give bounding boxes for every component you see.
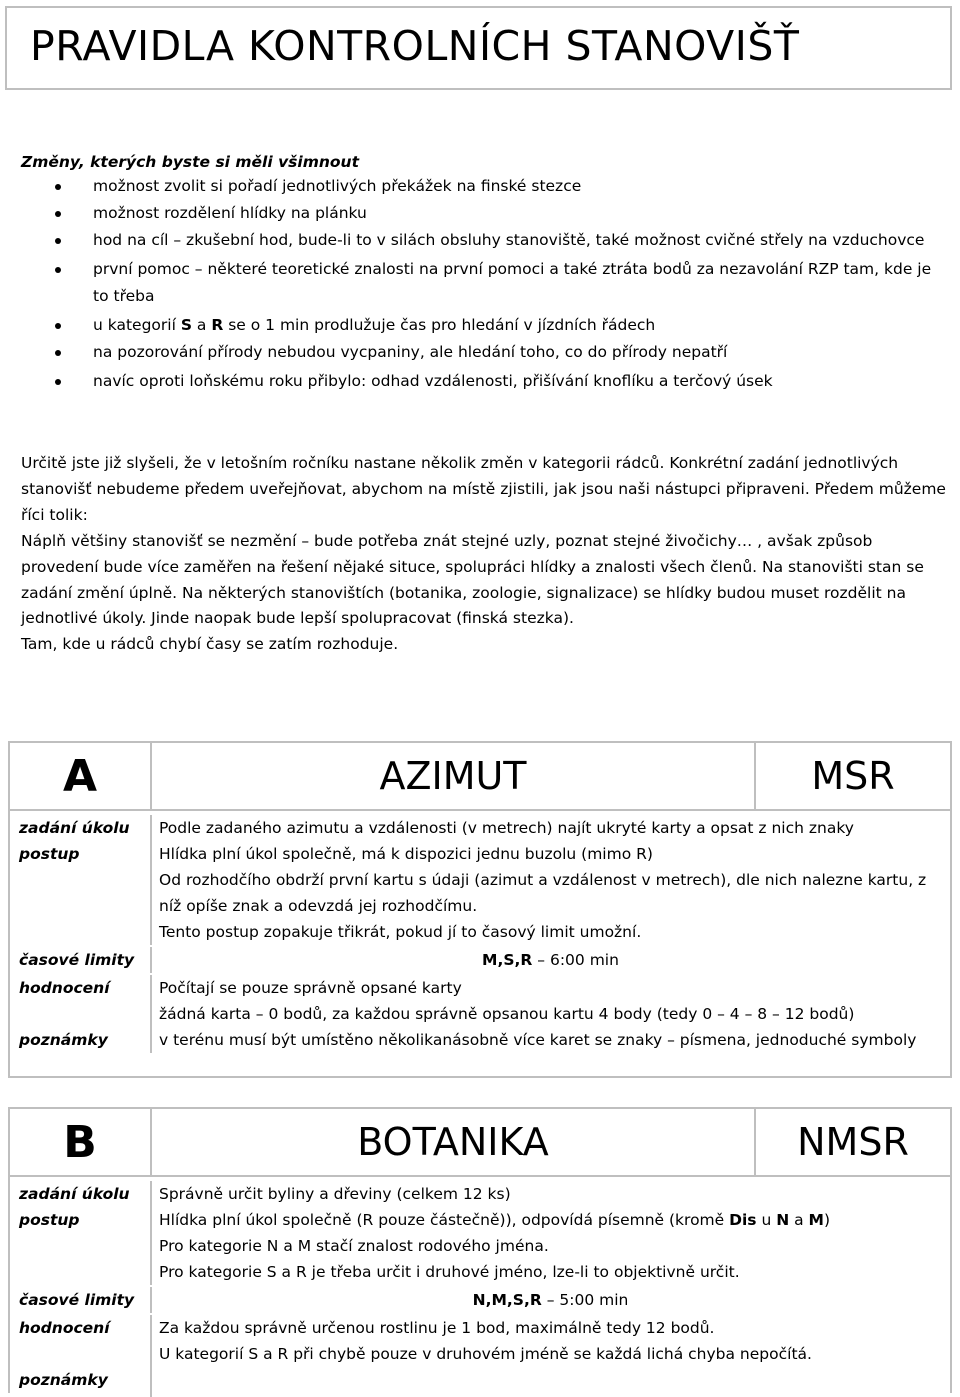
row-time <box>10 1285 950 1313</box>
list-item: u kategorií S a R se o 1 min prodlužuje čas pro hledání v jízdních řádech <box>21 312 941 339</box>
station-card-b <box>8 1107 952 1393</box>
list-item: navíc oproti loňskému roku přibylo: odhad vzdálenosti, přišívání knoflíku a terčový úsek <box>21 368 941 395</box>
changes-section <box>21 151 941 395</box>
bullet-icon <box>55 350 61 356</box>
value-procedure: Hlídka plní úkol společně (R pouze částečně)), odpovídá písemně (kromě Dis u N a M) Pro kategorie N a M stačí znalost rodového jména. Pro kategorie S a R je třeba určit i druhové jméno, lze-li to objektivně určit. <box>150 1207 950 1285</box>
value-task: Podle zadaného azimutu a vzdálenosti (v metrech) najít ukryté karty a opsat z nich znaky <box>150 815 950 841</box>
intro-text <box>21 451 951 658</box>
value-notes <box>150 1367 950 1397</box>
value-time: M,S,R – 6:00 min <box>150 947 950 973</box>
row-scoring <box>10 973 950 1027</box>
label-time: časové limity <box>19 1291 135 1309</box>
list-item: na pozorování přírody nebudou vycpaniny, ale hledání toho, co do přírody nepatří <box>21 339 941 366</box>
station-name: BOTANIKA <box>150 1109 756 1175</box>
value-task: Správně určit byliny a dřeviny (celkem 12 ks) <box>150 1181 950 1207</box>
title-box <box>5 6 952 90</box>
bullet-icon <box>55 267 61 273</box>
bullet-icon <box>55 379 61 385</box>
value-time: N,M,S,R – 5:00 min <box>150 1287 950 1313</box>
intro-paragraph: Určitě jste již slyšeli, že v letošním ročníku nastane několik změn v kategorii rádců. Konkrétní zadání jednotlivých stanovišť nebudeme předem uveřejňovat, abychom na místě zjistili, jak jsou naši nástupci připraveni. Předem můžeme říci tolik: <box>21 454 946 524</box>
bullet-icon <box>55 238 61 244</box>
label-procedure: postup <box>19 845 80 863</box>
list-item: možnost rozdělení hlídky na plánku <box>21 200 941 227</box>
card-header <box>10 743 950 811</box>
label-time: časové limity <box>19 951 135 969</box>
value-scoring: Za každou správně určenou rostlinu je 1 bod, maximálně tedy 12 bodů. U kategorií S a R při chybě pouze v druhovém jméně se každá lichá chyba nepočítá. <box>150 1315 950 1367</box>
list-item: první pomoc – některé teoretické znalosti na první pomoci a také ztráta bodů za nezavolání RZP tam, kde je to třeba <box>21 256 941 310</box>
changes-heading: Změny, kterých byste si měli všimnout <box>21 153 360 171</box>
row-scoring <box>10 1313 950 1367</box>
value-scoring: Počítají se pouze správně opsané karty žádná karta – 0 bodů, za každou správně opsanou kartu 4 body (tedy 0 – 4 – 8 – 12 bodů) <box>150 975 950 1027</box>
row-notes <box>10 1367 950 1397</box>
page-title: PRAVIDLA KONTROLNÍCH STANOVIŠŤ <box>30 22 800 70</box>
list-item: možnost zvolit si pořadí jednotlivých překážek na finské stezce <box>21 173 941 200</box>
intro-paragraph: Náplň většiny stanovišť se nezmění – bude potřeba znát stejné uzly, poznat stejné živočichy… , avšak způsob provedení bude více zaměřen na řešení nějaké situce, spolupráci hlídky a znalosti všech členů. Na stanovišti stan se zadání změní úplně. Na některých stanovištích (botanika, zoologie, signalizace) se hlídky budou muset rozdělit na jednotlivé úkoly. Jinde naopak bude lepší spolupracovat (finská stezka). <box>21 531 924 628</box>
bullet-icon <box>55 211 61 217</box>
label-task: zadání úkolu <box>19 819 130 837</box>
station-letter: B <box>63 1116 97 1168</box>
intro-paragraph: Tam, kde u rádců chybí časy se zatím rozhoduje. <box>21 635 399 654</box>
station-card-a <box>8 741 952 1078</box>
card-header <box>10 1109 950 1177</box>
label-task: zadání úkolu <box>19 1185 130 1203</box>
list-item: hod na cíl – zkušební hod, bude-li to v silách obsluhy stanoviště, také možnost cvičné střely na vzduchovce <box>21 227 941 254</box>
row-procedure <box>10 841 950 945</box>
label-scoring: hodnocení <box>19 1319 110 1337</box>
row-time <box>10 945 950 973</box>
card-body <box>10 811 950 1057</box>
label-procedure: postup <box>19 1211 80 1229</box>
label-notes: poznámky <box>19 1031 108 1049</box>
changes-list <box>21 173 941 395</box>
station-categories: MSR <box>811 754 895 798</box>
row-procedure <box>10 1207 950 1285</box>
station-letter: A <box>62 750 98 802</box>
card-body <box>10 1177 950 1397</box>
label-scoring: hodnocení <box>19 979 110 997</box>
bullet-icon <box>55 184 61 190</box>
label-notes: poznámky <box>19 1371 108 1389</box>
station-name: AZIMUT <box>150 743 756 809</box>
row-task <box>10 1177 950 1207</box>
value-procedure: Hlídka plní úkol společně, má k dispozici jednu buzolu (mimo R) Od rozhodčího obdrží první kartu s údaji (azimut a vzdálenost v metrech), dle nich nalezne kartu, z níž opíše znak a odevzdá jej rozhodčímu. Tento postup zopakuje třikrát, pokud jí to časový limit umožní. <box>150 841 950 945</box>
station-categories: NMSR <box>797 1120 909 1164</box>
bullet-icon <box>55 323 61 329</box>
row-notes <box>10 1027 950 1057</box>
value-notes: v terénu musí být umístěno několikanásobně více karet se znaky – písmena, jednoduché symboly <box>150 1027 950 1053</box>
row-task <box>10 811 950 841</box>
